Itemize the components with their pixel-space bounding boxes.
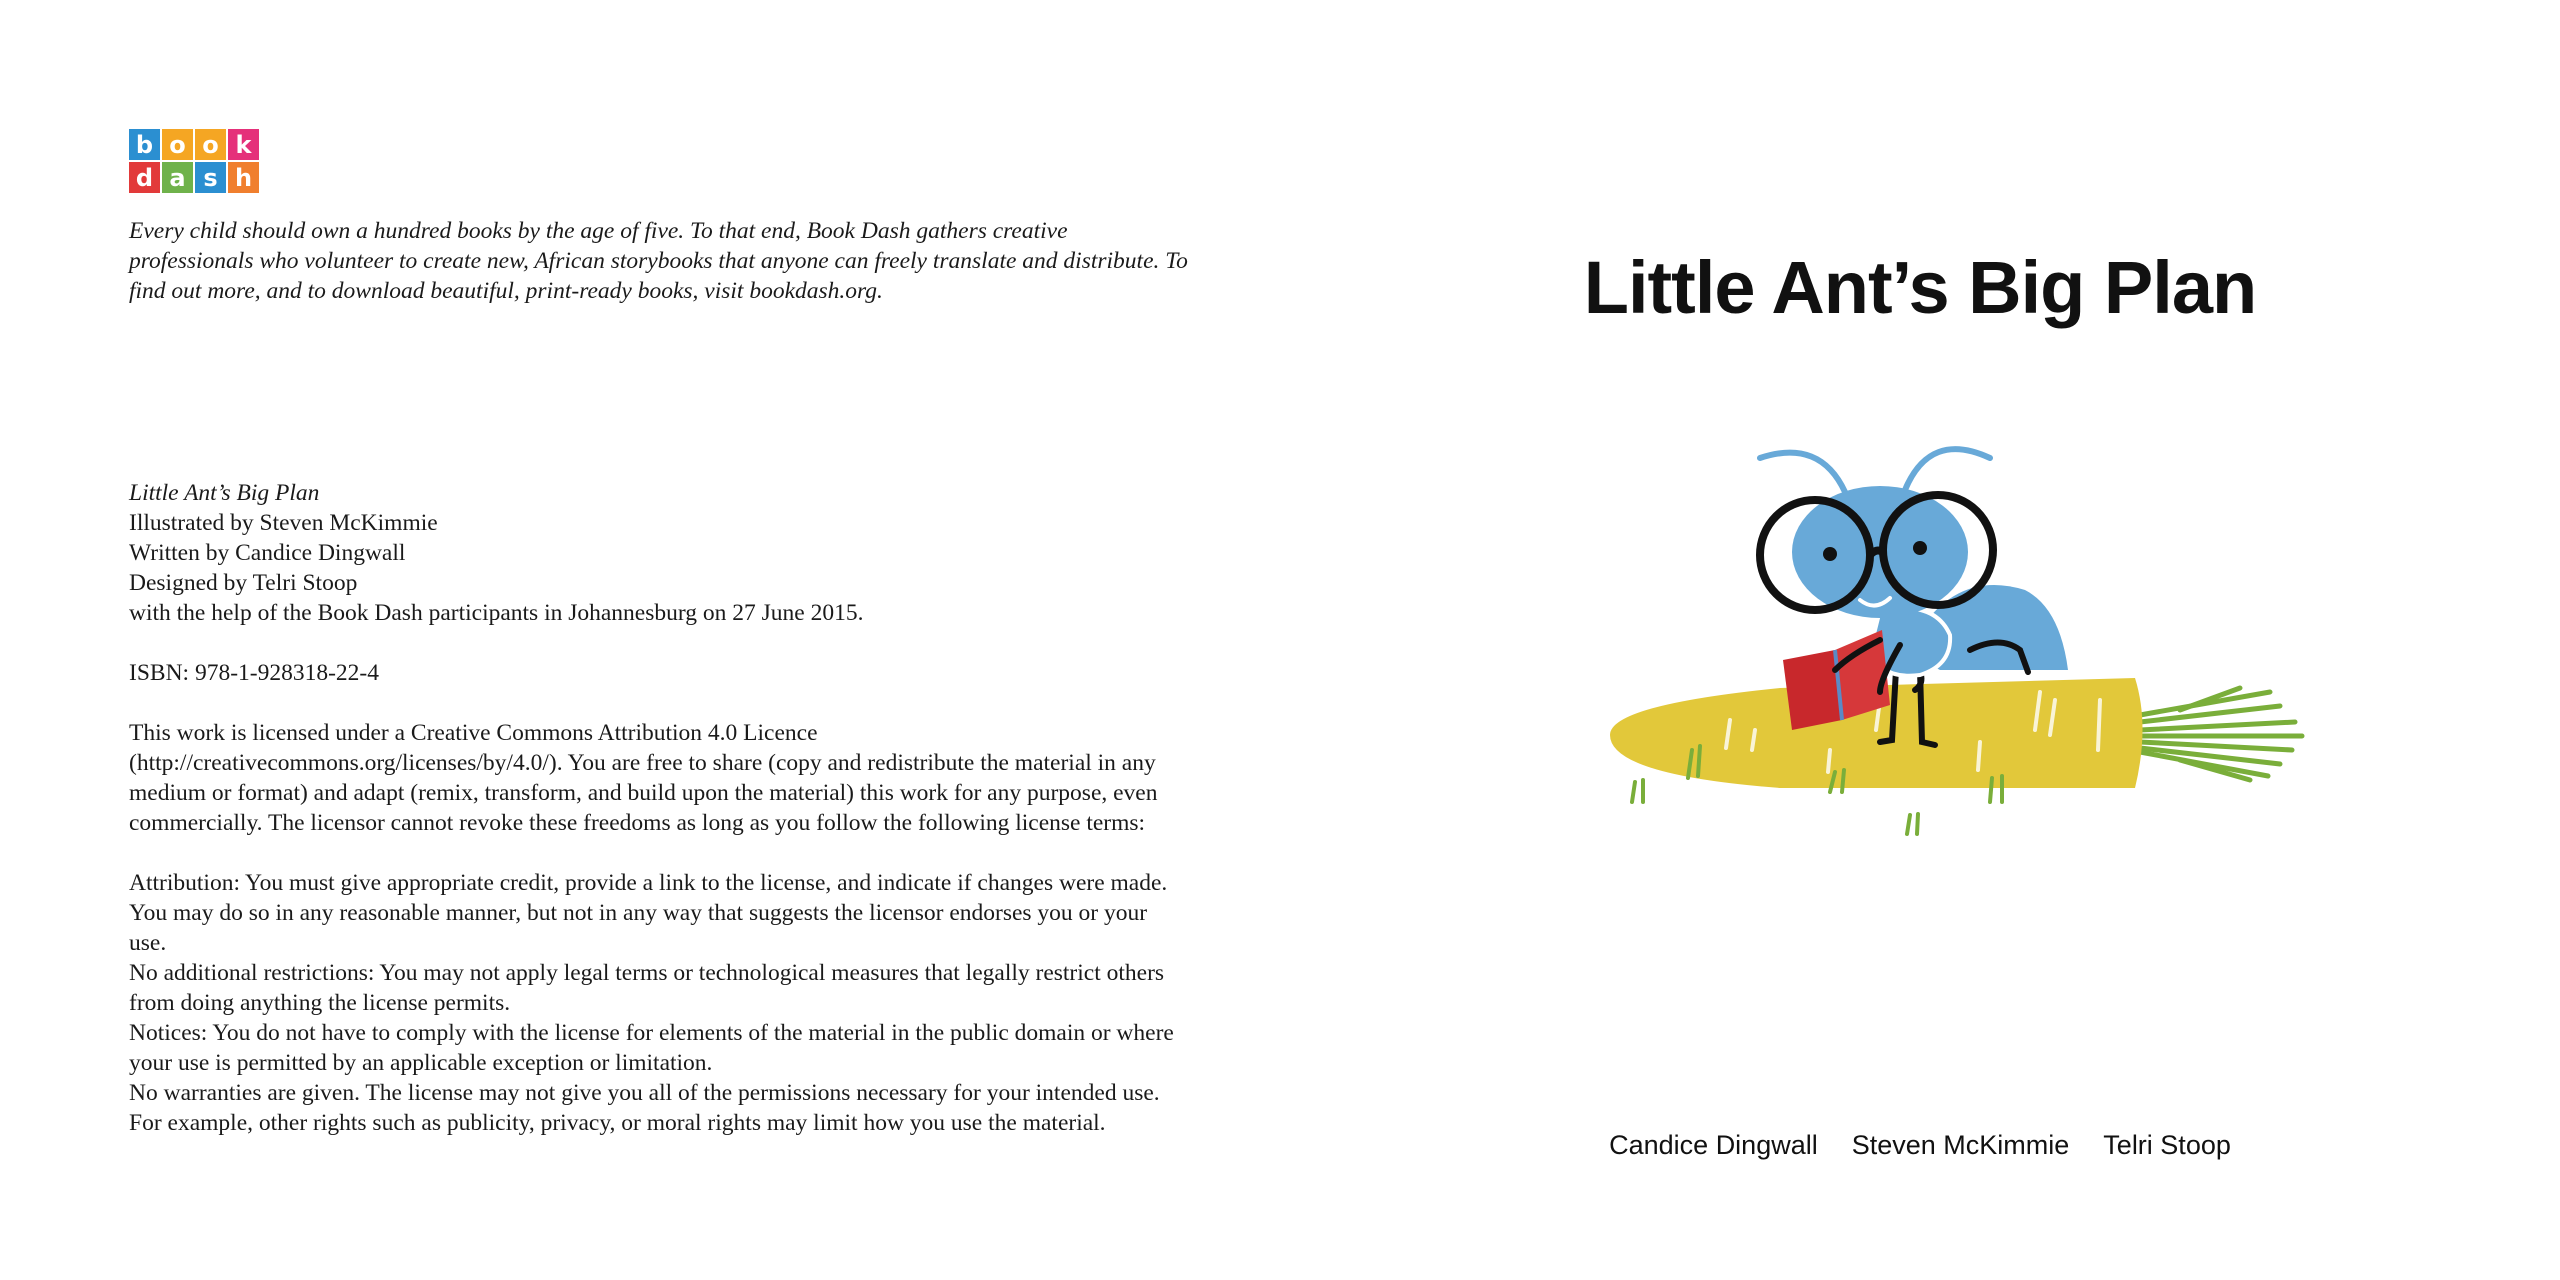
cover-authors [1280,1130,2560,1161]
ant-left-eye [1823,547,1837,561]
logo-bottom-row [129,162,259,193]
book-dash-logo [129,129,259,193]
attribution-text: Attribution: You must give appropriate credit, provide a link to the license, and indicate if changes were made. You may do so in any reasonable manner, but not in any way that suggests the licensor endorses you or your use. [129,870,1168,956]
logo-letter: o [162,129,193,160]
warranties-text: No warranties are given. The license may not give you all of the permissions necessary for your intended use. For example, other rights such as publicity, privacy, or moral rights may limit how you use the material. [129,1080,1160,1136]
spacer [129,688,1189,718]
license-text: This work is licensed under a Creative Commons Attribution 4.0 Licence (http://creativecommons.org/licenses/by/4.0/). You are free to share (copy and redistribute the material in any medium or format) and adapt (remix, transform, and build upon the material) this work for any purpose, even commercially. The licensor cannot revoke these freedoms as long as you follow the following license terms: [129,720,1158,836]
restrictions-text: No additional restrictions: You may not apply legal terms or technological measures that legally restrict others from doing anything the license permits. [129,960,1165,1016]
author-name: Telri Stoop [2103,1130,2231,1160]
logo-letter: k [228,129,259,160]
author-name: Candice Dingwall [1609,1130,1818,1160]
ant-antennae [1760,449,1990,492]
logo-letter: h [228,162,259,193]
logo-top-row [129,129,259,160]
isbn: ISBN: 978-1-928318-22-4 [129,660,379,686]
credits-book-title: Little Ant’s Big Plan [129,480,320,506]
author-name: Steven McKimmie [1851,1130,2070,1160]
participants-credit: with the help of the Book Dash participants in Johannesburg on 27 June 2015. [129,600,864,626]
spacer [129,838,1189,868]
right-page [1280,0,2560,1280]
designer-credit: Designed by Telri Stoop [129,570,358,596]
credits-block [129,478,1189,1138]
logo-letter: s [195,162,226,193]
tagline: Every child should own a hundred books by the age of five. To that end, Book Dash gathers creative professionals who volunteer to create new, African storybooks that anyone can freely translate and distribute. To find out more, and to download beautiful, print-ready books, visit bookdash.org. [129,218,1188,304]
writer-credit: Written by Candice Dingwall [129,540,406,566]
cover-title: Little Ant’s Big Plan [1583,246,2257,329]
logo-letter: b [129,129,160,160]
spacer [129,628,1189,658]
illustrator-credit: Illustrated by Steven McKimmie [129,510,438,536]
logo-letter: d [129,162,160,193]
ant-on-carrot-illustration [1580,430,2380,870]
logo-letter: o [195,129,226,160]
ant-right-eye [1913,541,1927,555]
logo-letter: a [162,162,193,193]
notices-text: Notices: You do not have to comply with the license for elements of the material in the public domain or where your use is permitted by an applicable exception or limitation. [129,1020,1174,1076]
carrot-greens [2140,688,2302,780]
